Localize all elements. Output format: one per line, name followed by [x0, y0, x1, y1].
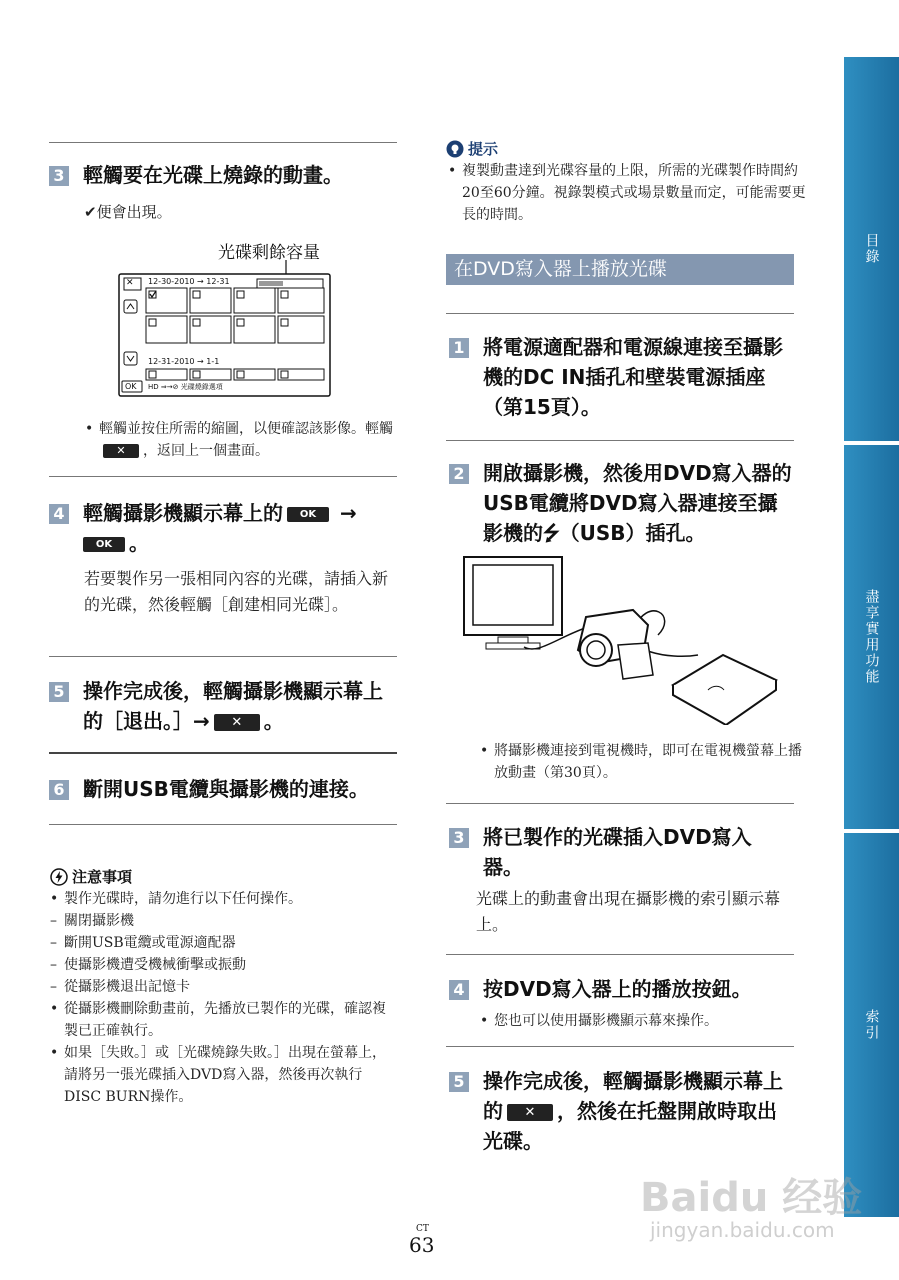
- ok-button-icon: OK: [287, 507, 329, 522]
- page-number: 63: [409, 1233, 435, 1257]
- step-5-right: [449, 1066, 795, 1156]
- caution-subitem: – 斷開USB電纜或電源適配器: [50, 932, 390, 954]
- step-number: 4: [449, 980, 469, 1000]
- step-number: 6: [49, 780, 69, 800]
- rule-5-right: [446, 1046, 794, 1047]
- bullet-step3-text: 輕觸並按住所需的縮圖，以便確認該影像。輕觸: [99, 421, 393, 437]
- step-number: 3: [449, 828, 469, 848]
- bullet-step2: • 將攝影機連接到電視機時，即可在電視機螢幕上播放動畫（第30頁）。: [480, 740, 806, 784]
- rule-4-left: [49, 476, 397, 477]
- watermark-url: jingyan.baidu.com: [650, 1218, 835, 1242]
- rule-6-left: [49, 752, 397, 754]
- screen-date-2: 12-31-2010 → 1-1: [148, 357, 220, 366]
- tab-useful-functions[interactable]: 盡享實用功能: [844, 445, 899, 829]
- step-2-right: [449, 458, 795, 548]
- caution-item: • 從攝影機刪除動畫前，先播放已製作的光碟，確認複製已正確執行。: [50, 998, 390, 1042]
- caution-item: • 製作光碟時，請勿進行以下任何操作。: [50, 888, 390, 910]
- rule-1-right: [446, 313, 794, 314]
- rule-4-right: [446, 954, 794, 955]
- step-title: 輕觸攝影機顯示幕上的: [83, 501, 283, 525]
- step-number: 5: [49, 682, 69, 702]
- step-3-body: 光碟上的動畫會出現在攝影機的索引顯示幕上。: [476, 889, 781, 934]
- tip-heading-text: 提示: [468, 140, 499, 158]
- screen-close-icon[interactable]: ✕: [126, 278, 134, 288]
- step-4-left: [49, 498, 399, 558]
- rule-top-left: [49, 142, 397, 143]
- step-title: 輕觸要在光碟上燒錄的動畫。: [83, 163, 343, 187]
- step-title: 將電源適配器和電源線連接至攝影機的DC IN插孔和壁裝電源插座（第15頁）。: [483, 335, 783, 419]
- caution-list: [50, 888, 390, 1108]
- step-4-body: 若要製作另一張相同內容的光碟，請插入新的光碟，然後輕觸［創建相同光碟］。: [84, 569, 389, 614]
- rule-5-left: [49, 656, 397, 657]
- step-title: 開啟攝影機，然後用DVD寫入器的USB電纜將DVD寫入器連接至攝影機的⭍（USB）插孔。: [483, 461, 792, 545]
- step-number: 5: [449, 1072, 469, 1092]
- bullet-step3-tail: ，返回上一個畫面。: [143, 443, 269, 459]
- caution-heading-text: 注意事項: [72, 868, 133, 886]
- ok-button-icon-2: OK: [83, 537, 125, 552]
- caution-subitem: – 從攝影機退出記憶卡: [50, 976, 390, 998]
- step-6-left: [49, 774, 399, 804]
- step-number: 3: [49, 166, 69, 186]
- step-1-right: [449, 332, 795, 422]
- step-3-right: [449, 822, 769, 882]
- bullet-step3: [85, 418, 409, 462]
- capacity-label: 光碟剩餘容量: [218, 243, 320, 263]
- rule-2-right: [446, 440, 794, 441]
- step-3-left: [49, 160, 399, 190]
- caution-subitem: – 關閉攝影機: [50, 910, 390, 932]
- connection-illustration: [458, 555, 780, 725]
- tip-text: • 複製動畫達到光碟容量的上限，所需的光碟製作時間約20至60分鐘。視錄製模式或場景數量而定，可能需要更長的時間。: [448, 160, 806, 226]
- caution-item: • 如果［失敗。］或［光碟燒錄失敗。］出現在螢幕上，請將另一張光碟插入DVD寫入器，然後再次執行DISC BURN操作。: [50, 1042, 390, 1108]
- tip-icon: [446, 140, 464, 158]
- caution-heading: [50, 866, 132, 887]
- caution-icon: [50, 868, 68, 886]
- step-title: 斷開USB電纜與攝影機的連接。: [83, 777, 369, 801]
- rule-3-right: [446, 803, 794, 804]
- close-x-icon: ✕: [103, 444, 139, 458]
- step-4-right: [449, 974, 795, 1004]
- close-x-icon: ✕: [507, 1104, 553, 1121]
- footer-lang: CT: [416, 1224, 429, 1234]
- step-title: 將已製作的光碟插入DVD寫入器。: [483, 825, 752, 879]
- close-x-icon: ✕: [214, 714, 260, 731]
- rule-caution: [49, 824, 397, 825]
- step-title: 操作完成後，輕觸攝影機顯示幕上的［退出。］→: [83, 679, 383, 733]
- step-end: 。: [129, 531, 149, 555]
- step-title: 按DVD寫入器上的播放按鈕。: [483, 977, 752, 1001]
- watermark-brand: Baidu 经验: [640, 1175, 863, 1221]
- check-appears-text: ✔便會出現。: [84, 203, 172, 221]
- step-end: 。: [263, 709, 284, 733]
- tab-toc[interactable]: 目錄: [844, 57, 899, 441]
- tab-index[interactable]: 索引: [844, 833, 899, 1217]
- screen-ok-button[interactable]: OK: [125, 382, 137, 391]
- caution-subitem: – 使攝影機遭受機械衝擊或振動: [50, 954, 390, 976]
- step-number: 2: [449, 464, 469, 484]
- tip-heading: [446, 138, 498, 159]
- step-title-a: 操作完成後，輕觸攝影機顯示幕上的: [483, 1069, 783, 1123]
- step-title-b: ，然後在托盤開啟時取出光碟。: [483, 1099, 777, 1153]
- step-number: 4: [49, 504, 69, 524]
- screen-date-1: 12-30-2010 → 12-31: [148, 277, 230, 286]
- section-title: 在DVD寫入器上播放光碟: [446, 254, 794, 285]
- step-5-left: [49, 676, 399, 736]
- bullet-step4: • 您也可以使用攝影機顯示幕來操作。: [480, 1010, 806, 1032]
- arrow: →: [339, 501, 357, 525]
- screen-status-bar: HD ⇒→⊘ 光碟燒錄選項: [148, 383, 223, 391]
- step-number: 1: [449, 338, 469, 358]
